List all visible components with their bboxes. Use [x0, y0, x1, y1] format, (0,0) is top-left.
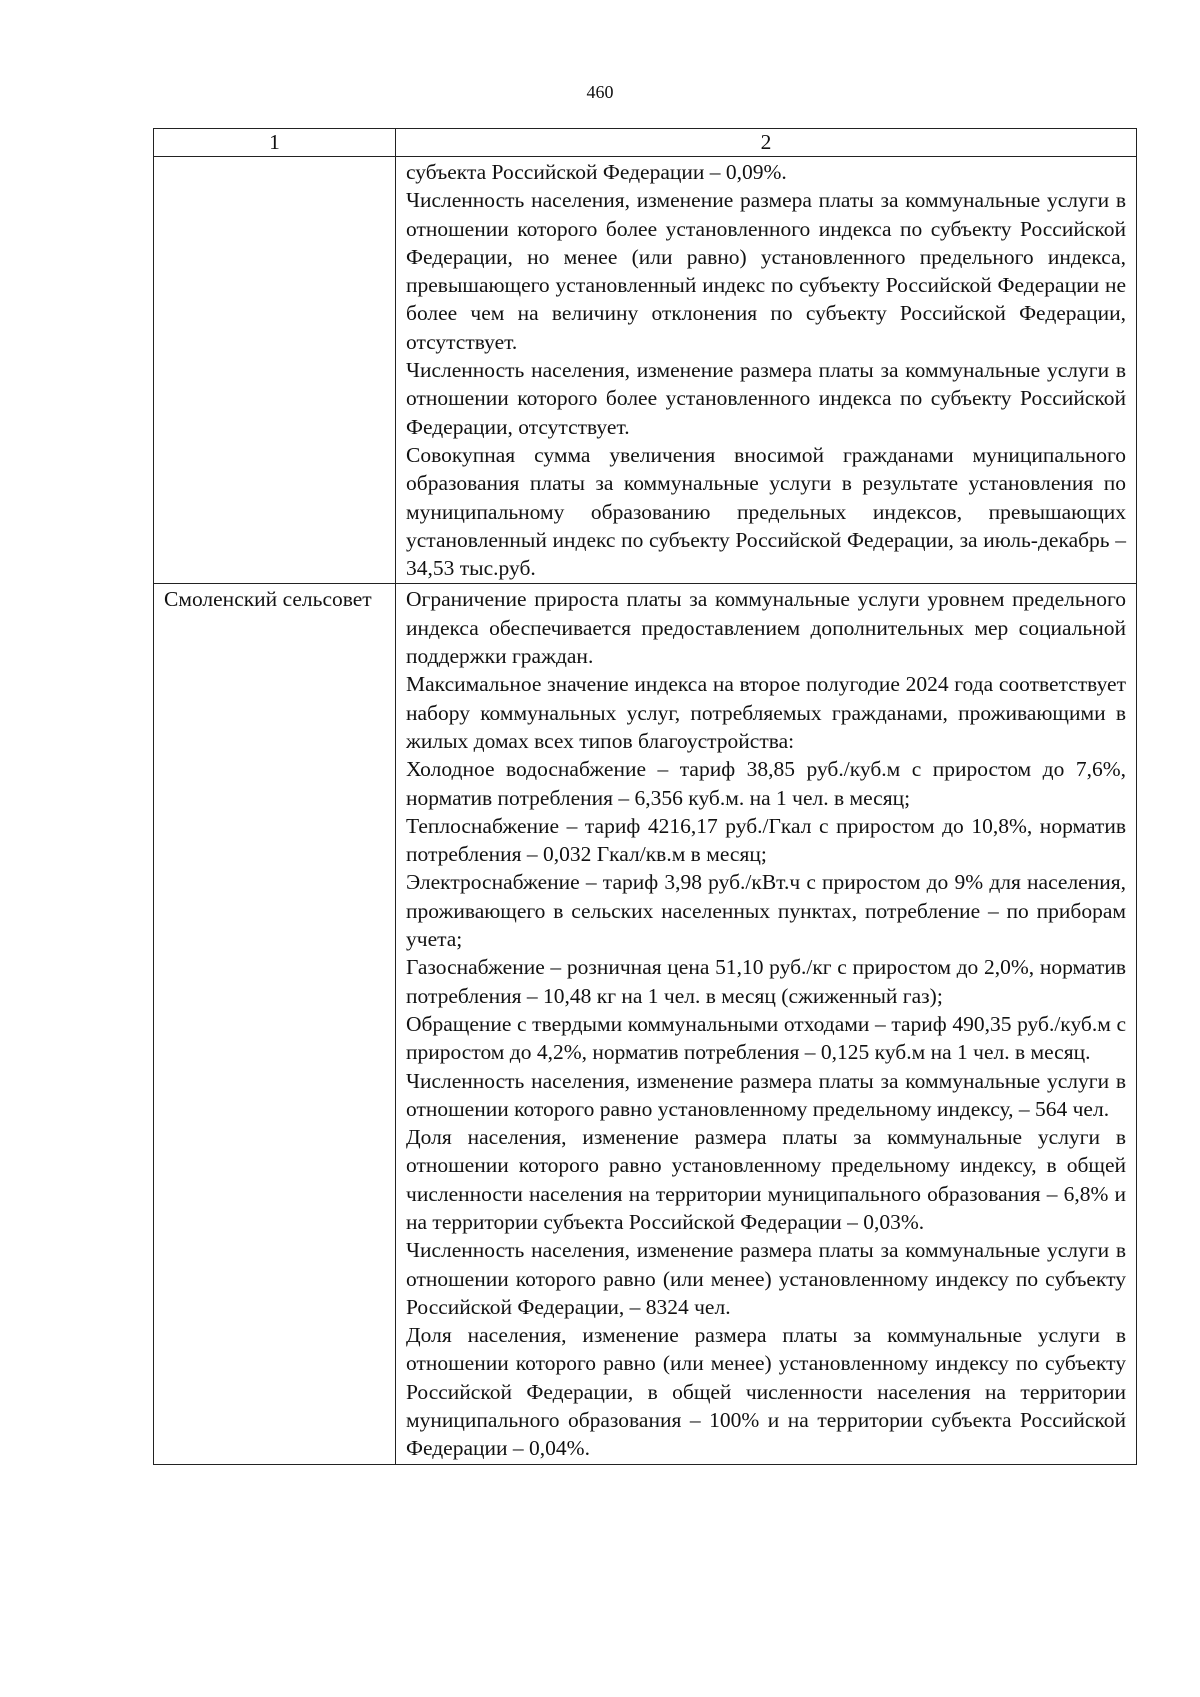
table-header-row	[154, 129, 1137, 157]
paragraph: Газоснабжение – розничная цена 51,10 руб./кг с приростом до 2,0%, норматив потребления – 10,48 кг на 1 чел. в месяц (сжиженный газ);	[406, 955, 1126, 1008]
paragraph: Ограничение прироста платы за коммунальные услуги уровнем предельного индекса обеспечивается предоставлением дополнительных мер социальной поддержки граждан.	[406, 587, 1126, 669]
table-row	[154, 584, 1137, 1464]
paragraph: Электроснабжение – тариф 3,98 руб./кВт.ч с приростом до 9% для населения, проживающего в сельских населенных пунктах, потребление – по приборам учета;	[406, 870, 1126, 952]
paragraph: Численность населения, изменение размера платы за коммунальные услуги в отношении которого более установленного индекса по субъекту Российской Федерации, отсутствует.	[406, 358, 1126, 439]
row-description	[396, 584, 1137, 1464]
municipality-name	[154, 157, 396, 584]
paragraph: Совокупная сумма увеличения вносимой гражданами муниципального образования платы за коммунальные услуги в результате установления по муниципальному образованию предельных индексов, превышающих установленный индекс по субъекту Российской Федерации, за июль-декабрь – 34,53 тыс.руб.	[406, 442, 1126, 581]
paragraph: Холодное водоснабжение – тариф 38,85 руб./куб.м с приростом до 7,6%, норматив потребления – 6,356 куб.м. на 1 чел. в месяц;	[406, 757, 1126, 810]
page-number: 460	[586, 82, 614, 102]
paragraph: Численность населения, изменение размера платы за коммунальные услуги в отношении которого более установленного индекса по субъекту Российской Федерации, но менее (или равно) установленного предельного индекса, превышающего установленный индекс по субъекту Российской Федерации не более чем на величину отклонения по субъекту Российской Федерации, отсутствует.	[406, 188, 1126, 354]
paragraph: Доля населения, изменение размера платы за коммунальные услуги в отношении которого равно установленному предельному индексу, в общей численности населения на территории муниципального образования – 6,8% и на территории субъекта Российской Федерации – 0,03%.	[406, 1125, 1126, 1234]
paragraph: Теплоснабжение – тариф 4216,17 руб./Гкал с приростом до 10,8%, норматив потребления – 0,032 Гкал/кв.м в месяц;	[406, 813, 1126, 867]
row-description	[396, 157, 1137, 584]
paragraph: субъекта Российской Федерации – 0,09%.	[406, 160, 787, 184]
table-row	[154, 157, 1137, 584]
paragraph: Максимальное значение индекса на второе полугодие 2024 года соответствует набору коммунальных услуг, потребляемых гражданами, проживающими в жилых домах всех типов благоустройства:	[406, 672, 1126, 753]
paragraph: Обращение с твердыми коммунальными отходами – тариф 490,35 руб./куб.м с приростом до 4,2%, норматив потребления – 0,125 куб.м на 1 чел. в месяц.	[406, 1011, 1126, 1065]
municipality-name: Смоленский сельсовет	[154, 584, 396, 1464]
document-table	[153, 128, 1137, 1465]
header-col-2: 2	[396, 129, 1137, 157]
paragraph: Доля населения, изменение размера платы за коммунальные услуги в отношении которого равно (или менее) установленному индексу по субъекту Российской Федерации, в общей численности населения на территории муниципального образования – 100% и на территории субъекта Российской Федерации – 0,04%.	[406, 1323, 1126, 1461]
header-col-1: 1	[154, 129, 396, 157]
paragraph: Численность населения, изменение размера платы за коммунальные услуги в отношении которого равно (или менее) установленному индексу по субъекту Российской Федерации, – 8324 чел.	[406, 1238, 1126, 1319]
paragraph: Численность населения, изменение размера платы за коммунальные услуги в отношении которого равно установленному предельному индексу, – 564 чел.	[406, 1068, 1126, 1121]
